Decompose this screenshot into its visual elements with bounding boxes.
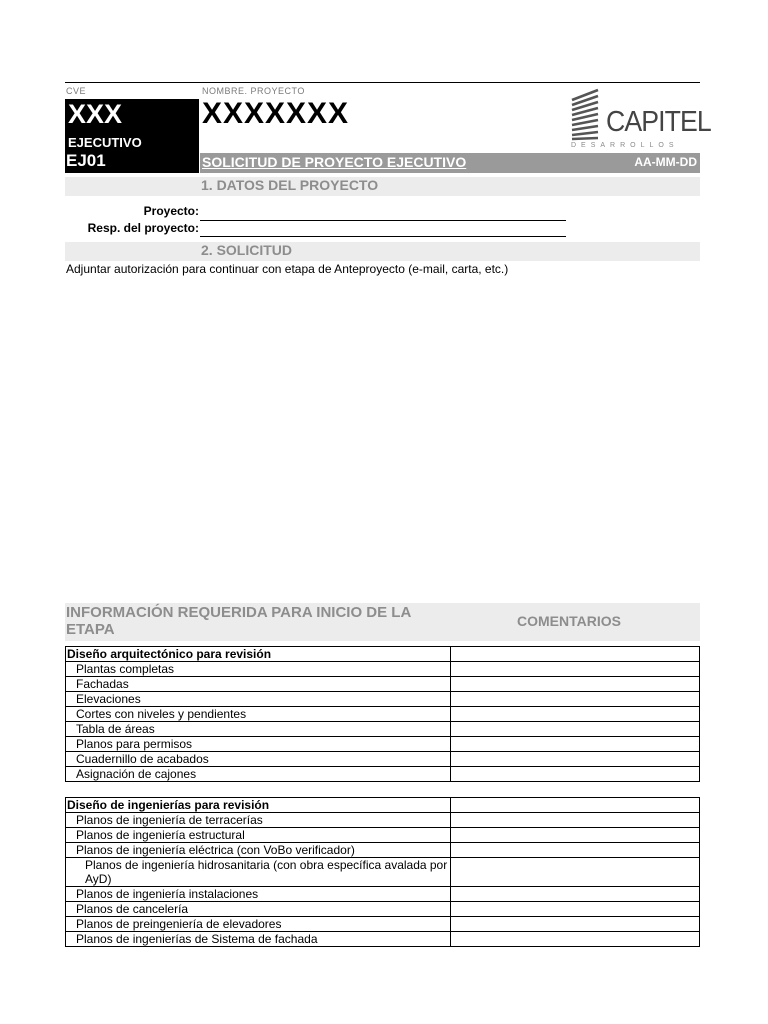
list-item: Planos de ingeniería de terracerías [66,813,451,828]
comment-cell[interactable] [451,752,700,767]
logo-wordmark: CAPITEL [606,106,711,138]
field-proyecto-line[interactable] [200,220,566,221]
building-icon [568,86,608,142]
list-item: Planos de ingeniería estructural [66,828,451,843]
list-item: Planos de cancelería [66,902,451,917]
group-heading: Diseño arquitectónico para revisión [66,647,451,662]
table-row [66,843,700,858]
list-item: Plantas completas [66,662,451,677]
comment-cell[interactable] [451,858,700,887]
list-item: Cortes con niveles y pendientes [66,707,451,722]
table-row [66,858,700,887]
project-name-label: NOMBRE. PROYECTO [202,86,305,96]
comment-cell[interactable] [451,662,700,677]
list-item: Fachadas [66,677,451,692]
comments-header: COMENTARIOS [517,613,621,629]
cve-label: CVE [66,86,87,96]
table-row [66,932,700,947]
comment-cell[interactable] [451,887,700,902]
top-rule [65,82,700,83]
table-row [66,828,700,843]
stage-label: EJECUTIVO [68,135,142,150]
field-label-proyecto: Proyecto: [143,204,199,218]
comment-cell[interactable] [451,932,700,947]
title-bar [200,153,700,173]
list-item: Planos para permisos [66,737,451,752]
table-row [66,813,700,828]
section-solicitud-title: 2. SOLICITUD [201,242,293,258]
table-row [66,767,700,782]
table-row [66,752,700,767]
logo-subtitle: DESARROLLOS [571,142,679,149]
list-item: Planos de preingeniería de elevadores [66,917,451,932]
project-name: XXXXXXX [202,97,350,130]
table-row [66,677,700,692]
comment-cell[interactable] [451,843,700,858]
comment-cell[interactable] [451,692,700,707]
comment-cell[interactable] [451,707,700,722]
date-format: AA-MM-DD [634,155,697,169]
table-row [66,917,700,932]
list-item: Planos de ingeniería eléctrica (con VoBo verificador) [66,843,451,858]
capitel-logo [568,86,711,150]
field-responsable-line[interactable] [200,236,566,237]
comment-cell[interactable] [451,722,700,737]
section-datos-title: 1. DATOS DEL PROYECTO [201,177,379,193]
engineering-table [65,797,700,947]
comment-cell[interactable] [451,902,700,917]
table-row [66,887,700,902]
architectural-table [65,646,700,782]
form-title: SOLICITUD DE PROYECTO EJECUTIVO [202,154,467,170]
group-heading: Diseño de ingenierías para revisión [66,798,451,813]
cve-box [65,99,199,173]
table-row [66,692,700,707]
list-item: Tabla de áreas [66,722,451,737]
section-datos-band [65,177,700,196]
comment-cell[interactable] [451,677,700,692]
table-row [66,737,700,752]
comment-cell[interactable] [451,813,700,828]
list-item: Planos de ingenierías de Sistema de fachada [66,932,451,947]
comment-cell[interactable] [451,647,700,662]
list-item: Planos de ingeniería instalaciones [66,887,451,902]
comment-cell[interactable] [451,737,700,752]
table-row [66,707,700,722]
project-code: XXX [68,99,123,129]
comment-cell[interactable] [451,798,700,813]
list-item: Elevaciones [66,692,451,707]
comment-cell[interactable] [451,767,700,782]
info-header-band [65,603,700,641]
solicitud-instruction: Adjuntar autorización para continuar con etapa de Anteproyecto (e-mail, carta, etc.) [66,262,509,276]
section-solicitud-band [65,242,700,261]
list-item: Planos de ingeniería hidrosanitaria (con obra específica avalada por AyD) [66,858,451,887]
field-label-responsable: Resp. del proyecto: [87,221,199,235]
table-row [66,662,700,677]
comment-cell[interactable] [451,828,700,843]
table-row [66,798,700,813]
comment-cell[interactable] [451,917,700,932]
table-row [66,647,700,662]
list-item: Cuadernillo de acabados [66,752,451,767]
stage-code: EJ01 [66,151,106,170]
info-title: INFORMACIÓN REQUERIDA PARA INICIO DE LA ETAPA [66,604,411,638]
table-row [66,722,700,737]
list-item: Asignación de cajones [66,767,451,782]
table-row [66,902,700,917]
